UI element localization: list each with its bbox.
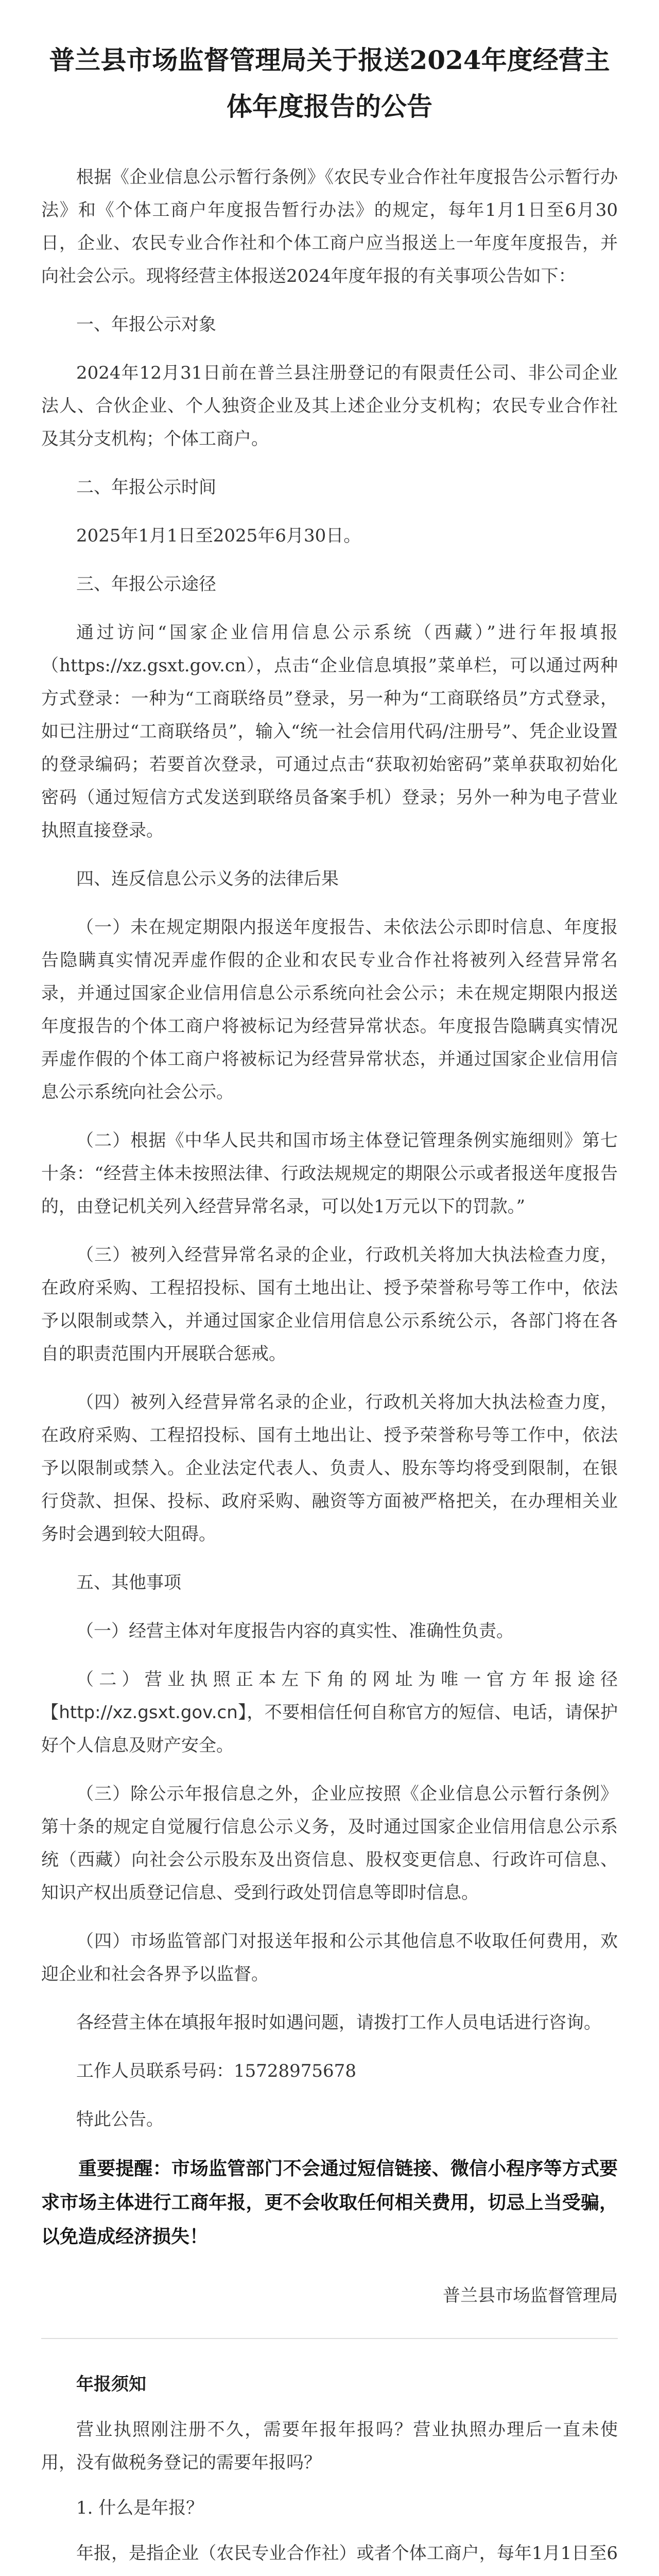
section-5-paragraph-4: （四）市场监管部门对报送年报和公示其他信息不收取任何费用，欢迎企业和社会各界予以监督。 — [41, 1931, 618, 1985]
closing-line: 特此公告。 — [76, 2109, 164, 2130]
important-reminder: 重要提醒：市场监管部门不会通过短信链接、微信小程序等方式要求市场主体进行工商年报，更不会收取任何相关费用，切忌上当受骗，以免造成经济损失！ — [41, 2158, 618, 2247]
official-url-prefix: （二）营业执照正本左下角的网址为唯一官方年报途径【 — [41, 1669, 618, 1723]
section-heading-3: 三、年报公示途径 — [76, 574, 216, 595]
official-url: http://xz.gsxt.gov.cn — [59, 1702, 238, 1723]
notice-body — [41, 161, 618, 2136]
faq-question-1: 1. 什么是年报？ — [76, 2498, 204, 2518]
section-heading-5: 五、其他事项 — [76, 1572, 181, 1593]
section-5-paragraph-2 — [41, 1663, 618, 1762]
section-4-paragraph-2: （二）根据《中华人民共和国市场主体登记管理条例实施细则》第七十条：“经营主体未按照法律、行政法规规定的期限公示或者报送年度报告的，由登记机关列入经营异常名录，可以处1万元以下的罚款。” — [41, 1130, 618, 1217]
notice-intro: 根据《企业信息公示暂行条例》《农民专业合作社年度报告公示暂行办法》和《个体工商户年度报告暂行办法》的规定，每年1月1日至6月30日，企业、农民专业合作社和个体工商户应当报送上一年度年度报告，并向社会公示。现将经营主体报送2024年度年报的有关事项公告如下： — [41, 167, 618, 286]
section-heading-1: 一、年报公示对象 — [76, 314, 216, 335]
section-heading-2: 二、年报公示时间 — [76, 477, 216, 498]
section-body-3: 通过访问“国家企业信用信息公示系统（西藏）”进行年报填报（https://xz.gsxt.gov.cn），点击“企业信息填报”菜单栏，可以通过两种方式登录：一种为“工商联络员”登录，另一种为“工商联络员”方式登录，如已注册过“工商联络员”，输入“统一社会信用代码/注册号”、凭企业设置的登录编码；若要首次登录，可通过点击“获取初始密码”菜单获取初始化密码（通过短信方式发送到联络员备案手机）登录；另外一种为电子营业执照直接登录。 — [41, 622, 618, 841]
section-5-paragraph-5: 各经营主体在填报年报时如遇问题，请拨打工作人员电话进行咨询。 — [76, 2012, 601, 2033]
section-5-paragraph-1: （一）经营主体对年度报告内容的真实性、准确性负责。 — [76, 1621, 514, 1641]
section-4-paragraph-1: （一）未在规定期限内报送年度报告、未依法公示即时信息、年度报告隐瞒真实情况弄虚作假的企业和农民专业合作社将被列入经营异常名录，并通过国家企业信用信息公示系统向社会公示；未在规定期限内报送年度报告的个体工商户将被标记为经营异常状态。年度报告隐瞒真实情况弄虚作假的个体工商户将被标记为经营异常状态，并通过国家企业信用信息公示系统向社会公示。 — [41, 917, 618, 1103]
contact-phone: 工作人员联系号码：15728975678 — [76, 2061, 356, 2081]
faq-question-0: 营业执照刚注册不久，需要年报年报吗？营业执照办理后一直未使用，没有做税务登记的需要年报吗？ — [41, 2419, 618, 2473]
faq-section — [41, 2368, 618, 2576]
section-4-paragraph-3: （三）被列入经营异常名录的企业，行政机关将加大执法检查力度，在政府采购、工程招投标、国有土地出让、授予荣誉称号等工作中，依法予以限制或禁入，并通过国家企业信用信息公示系统公示，各部门将在各自的职责范围内开展联合惩戒。 — [41, 1245, 618, 1364]
faq-answer-1: 年报，是指企业（农民专业合作社）或者个体工商户，每年1月1日至6 — [76, 2543, 618, 2564]
section-4-paragraph-4: （四）被列入经营异常名录的企业，行政机关将加大执法检查力度，在政府采购、工程招投标、国有土地出让、授予荣誉称号等工作中，依法予以限制或禁入。企业法定代表人、负责人、股东等均将受到限制，在银行贷款、担保、投标、政府采购、融资等方面被严格把关，在办理相关业务时会遇到较大阻碍。 — [41, 1392, 618, 1545]
section-heading-4: 四、连反信息公示义务的法律后果 — [76, 869, 339, 889]
section-divider — [41, 2338, 618, 2339]
notice-signature: 普兰县市场监督管理局 — [443, 2285, 618, 2306]
page-title: 普兰县市场监督管理局关于报送2024年度经营主体年度报告的公告 — [49, 45, 610, 122]
section-5-paragraph-3: （三）除公示年报信息之外，企业应按照《企业信息公示暂行条例》第十条的规定自觉履行信息公示义务，及时通过国家企业信用信息公示系统（西藏）向社会公示股东及出资信息、股权变更信息、行政许可信息、知识产权出质登记信息、受到行政处罚信息等即时信息。 — [41, 1784, 618, 1903]
section-body-2: 2025年1月1日至2025年6月30日。 — [76, 526, 361, 546]
official-url-suffix: 】，不要相信任何自称官方的短信、电话，请保护好个人信息及财产安全。 — [41, 1702, 618, 1756]
faq-title: 年报须知 — [76, 2374, 146, 2395]
section-body-1: 2024年12月31日前在普兰县注册登记的有限责任公司、非公司企业法人、合伙企业、个人独资企业及其上述企业分支机构；农民专业合作社及其分支机构；个体工商户。 — [41, 363, 618, 449]
